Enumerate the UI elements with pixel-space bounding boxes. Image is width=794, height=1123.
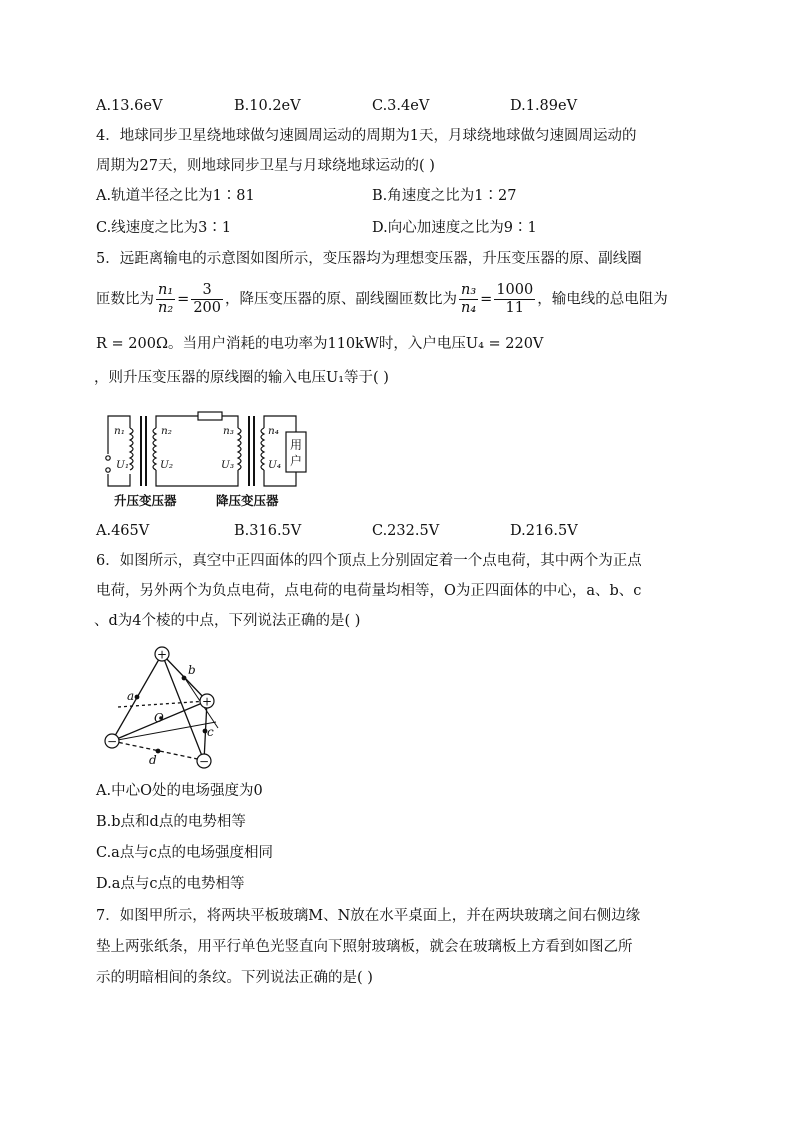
q5-transmission-diagram [96,402,320,512]
point-a-dot [135,695,140,700]
user-label-top: 用 [290,438,303,452]
q5-stem-line4: ，则升压变压器的原线圈的输入电压U₁等于( ) [94,370,389,386]
caption-step-up: 升压变压器 [114,493,177,508]
q4-stem-line1: 4．地球同步卫星绕地球做匀速圆周运动的周期为1天，月球绕地球做匀速圆周运动的 [96,128,637,144]
q3-option-c: C.3.4eV [372,98,430,114]
q5-stem-line1: 5．远距离输电的示意图如图所示，变压器均为理想变压器，升压变压器的原、副线圈 [96,251,642,267]
label-u1: U₁ [116,459,130,471]
label-n3: n₃ [223,425,234,437]
charge-sign-bottom: − [198,754,210,769]
q5-text-c: ，输电线的总电阻为 [537,291,668,308]
q6-option-c: C.a点与c点的电场强度相同 [96,845,273,861]
caption-step-down: 降压变压器 [216,493,279,508]
q5-ratio-value-1: $\frac{3}{200}$ [193,282,221,316]
label-u2: U₂ [160,459,174,471]
q3-option-d: D.1.89eV [510,98,578,114]
q4-option-a: A.轨道半径之比为1∶81 [96,188,255,204]
q7-stem-line3: 示的明暗相间的条纹。下列说法正确的是( ) [96,970,373,986]
user-label-bottom: 户 [290,454,303,468]
charge-sign-top: + [156,647,168,662]
q5-text-b: ，降压变压器的原、副线圈匝数比为 [225,291,457,308]
q6-option-b: B.b点和d点的电势相等 [96,814,246,830]
q3-option-b: B.10.2eV [234,98,301,114]
label-n4: n₄ [268,425,279,437]
q5-stem-line3: R = 200Ω。当用户消耗的电功率为110kW时，入户电压U₄ = 220V [96,336,544,352]
label-n2: n₂ [161,425,172,437]
q5-option-c: C.232.5V [372,523,440,539]
q7-stem-line2: 垫上两张纸条，用平行单色光竖直向下照射玻璃板，就会在玻璃板上方看到如图乙所 [96,939,633,955]
q5-ratio-symbol-1: $\frac{\text{n₁}}{\text{n₂}}$ [158,282,174,316]
point-b-dot [182,676,187,681]
label-a: a [127,689,135,703]
q5-option-b: B.316.5V [234,523,302,539]
q5-text-a: 匝数比为 [96,291,154,308]
q4-stem-line2: 周期为27天，则地球同步卫星与月球绕地球运动的( ) [96,158,435,174]
q5-option-a: A.465V [96,523,150,539]
q4-option-b: B.角速度之比为1∶27 [372,188,517,204]
label-u3: U₃ [221,459,235,471]
q3-option-a: A.13.6eV [96,98,163,114]
q4-option-c: C.线速度之比为3∶1 [96,220,232,236]
q6-option-d: D.a点与c点的电势相等 [96,876,245,892]
label-o: O [154,711,164,725]
q7-stem-line1: 7．如图甲所示，将两块平板玻璃M、N放在水平桌面上，并在两块玻璃之间右侧边缘 [96,908,641,924]
q6-stem-line2: 电荷，另外两个为负点电荷，点电荷的电荷量均相等，O为正四面体的中心，a、b、c [96,583,642,599]
q4-option-d: D.向心加速度之比为9∶1 [372,220,537,236]
q5-stem-line2: 匝数比为 $\frac{\text{n₁}}{\text{n₂}}$ = $\frac{3}{200}$ ，降压变压器的原、副线圈匝数比为 $\frac{\text{n₃}}{\text{n₄}}$ = $\frac{1000}{11}$ ，输电线的总电阻为 [96,282,668,316]
charge-sign-left: − [106,734,118,749]
q6-stem-line1: 6．如图所示，真空中正四面体的四个顶点上分别固定着一个点电荷，其中两个为正点 [96,553,642,569]
q5-ratio-value-2: $\frac{1000}{11}$ [496,282,534,316]
label-c: c [207,725,214,739]
q6-tetrahedron-diagram [98,640,228,775]
q5-ratio-symbol-2: $\frac{\text{n₃}}{\text{n₄}}$ [461,282,477,316]
label-d: d [149,753,157,767]
q6-stem-line3: 、d为4个棱的中点，下列说法正确的是( ) [94,613,361,629]
label-n1: n₁ [114,425,125,437]
label-u4: U₄ [268,459,282,471]
charge-sign-right: + [201,694,213,709]
label-b: b [188,663,196,677]
q5-option-d: D.216.5V [510,523,578,539]
q6-option-a: A.中心O处的电场强度为0 [96,783,263,799]
